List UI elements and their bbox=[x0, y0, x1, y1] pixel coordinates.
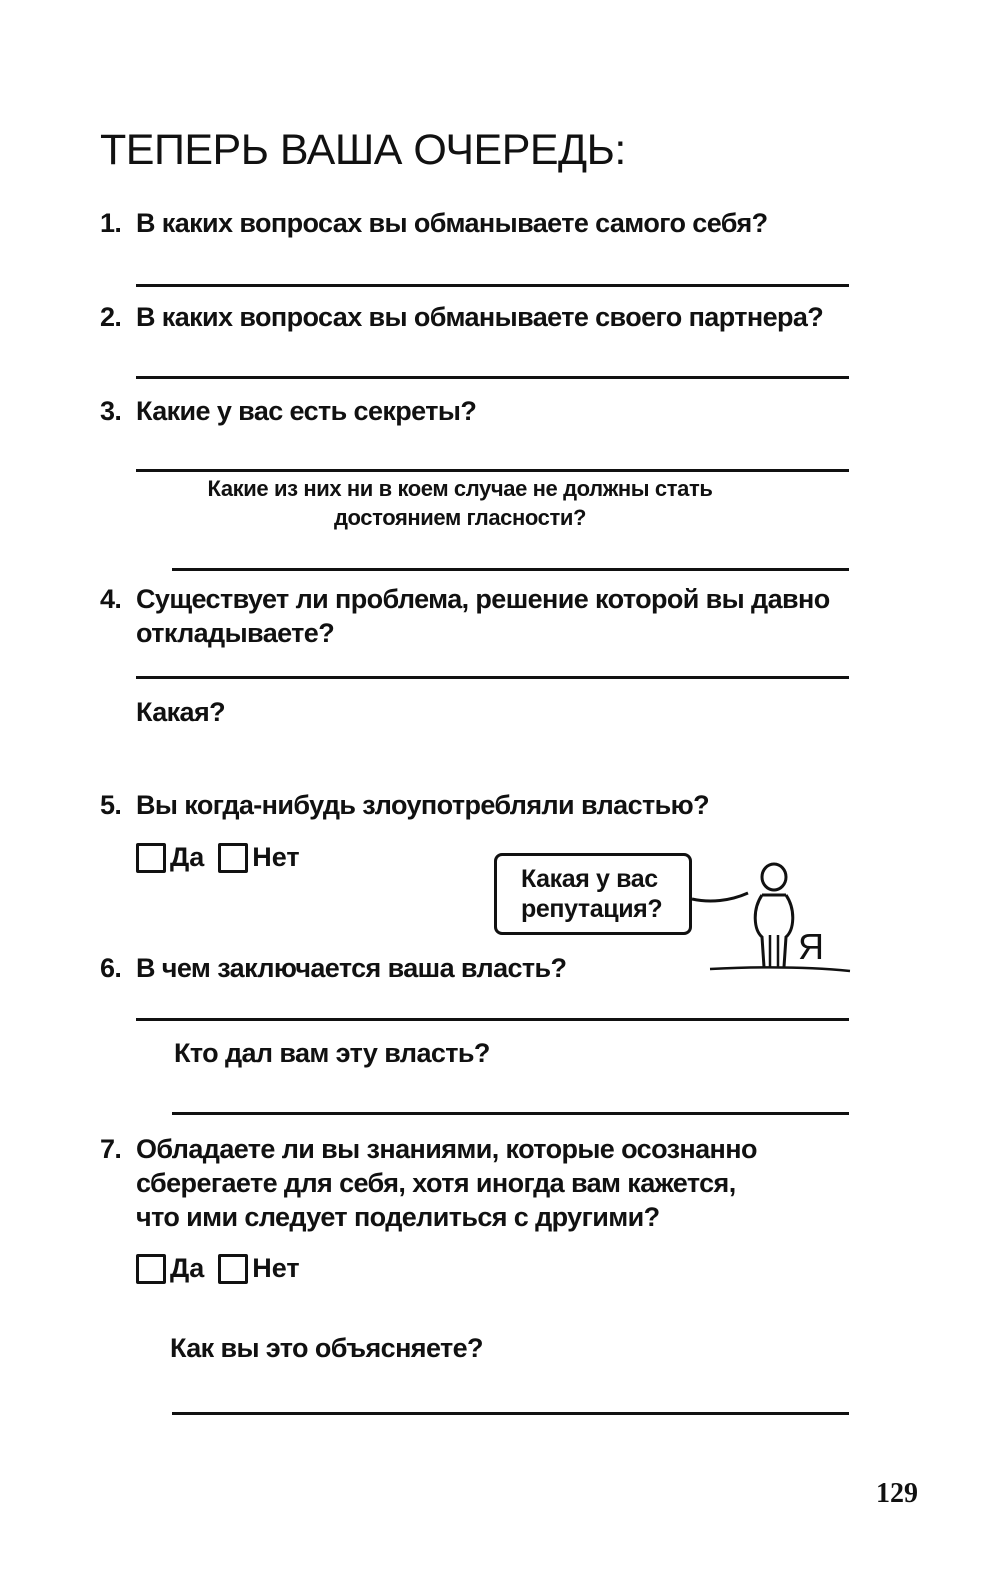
question-number: 1. bbox=[100, 208, 122, 238]
question-7-followup: Как вы это объясняете? bbox=[170, 1333, 483, 1363]
answer-line-6[interactable] bbox=[136, 1018, 849, 1021]
checkbox-no[interactable] bbox=[218, 843, 248, 873]
question-number: 7. bbox=[100, 1134, 122, 1164]
answer-line-3b[interactable] bbox=[172, 568, 849, 571]
question-5 bbox=[100, 788, 709, 822]
answer-line-6b[interactable] bbox=[172, 1112, 849, 1115]
checkbox-no[interactable] bbox=[218, 1254, 248, 1284]
answer-line-4[interactable] bbox=[136, 676, 849, 679]
option-yes-label: Да bbox=[170, 1253, 205, 1283]
question-1 bbox=[100, 206, 768, 240]
page-number: 129 bbox=[876, 1478, 918, 1509]
answer-line-1[interactable] bbox=[136, 284, 849, 287]
option-no-label: Нет bbox=[252, 1253, 300, 1283]
question-text: что ими следует поделиться с другими? bbox=[136, 1202, 660, 1232]
speech-bubble bbox=[494, 853, 692, 935]
question-6-followup: Кто дал вам эту власть? bbox=[174, 1038, 490, 1068]
question-number: 3. bbox=[100, 396, 122, 426]
answer-line-7[interactable] bbox=[172, 1412, 849, 1415]
question-3 bbox=[100, 394, 476, 428]
figure-label: Я bbox=[798, 926, 824, 967]
option-no[interactable] bbox=[218, 842, 299, 873]
option-yes[interactable] bbox=[136, 842, 204, 873]
question-text: Обладаете ли вы знаниями, которые осознанно bbox=[136, 1134, 757, 1164]
checkbox-yes[interactable] bbox=[136, 843, 166, 873]
question-5-options bbox=[136, 842, 314, 873]
question-4-followup: Какая? bbox=[136, 697, 226, 727]
person-figure-icon bbox=[690, 855, 855, 980]
page-title: ТЕПЕРЬ ВАША ОЧЕРЕДЬ: bbox=[100, 126, 626, 174]
question-4 bbox=[100, 582, 830, 650]
question-text: В каких вопросах вы обманываете самого себя? bbox=[136, 208, 768, 238]
option-no-label: Нет bbox=[252, 842, 300, 872]
answer-line-2[interactable] bbox=[136, 376, 849, 379]
question-text: Существует ли проблема, решение которой вы давно bbox=[136, 584, 830, 614]
question-text: сберегаете для себя, хотя иногда вам кажется, bbox=[136, 1168, 736, 1198]
answer-line-3[interactable] bbox=[136, 469, 849, 472]
question-3-followup bbox=[160, 474, 760, 532]
question-6 bbox=[100, 951, 566, 985]
question-text: Вы когда-нибудь злоупотребляли властью? bbox=[136, 790, 709, 820]
question-text: В чем заключается ваша власть? bbox=[136, 953, 567, 983]
question-text: откладываете? bbox=[136, 618, 335, 648]
bubble-line: Какая у вас bbox=[521, 865, 658, 893]
option-yes[interactable] bbox=[136, 1253, 204, 1284]
option-no[interactable] bbox=[218, 1253, 299, 1284]
question-7 bbox=[100, 1132, 757, 1234]
option-yes-label: Да bbox=[170, 842, 205, 872]
question-number: 4. bbox=[100, 584, 122, 614]
question-text: Какие у вас есть секреты? bbox=[136, 396, 477, 426]
question-number: 6. bbox=[100, 953, 122, 983]
question-7-options bbox=[136, 1253, 314, 1284]
bubble-line: репутация? bbox=[521, 895, 663, 923]
followup-line: достоянием гласности? bbox=[333, 505, 587, 530]
followup-line: Какие из них ни в коем случае не должны стать bbox=[207, 476, 713, 501]
question-number: 2. bbox=[100, 302, 122, 332]
checkbox-yes[interactable] bbox=[136, 1254, 166, 1284]
question-text: В каких вопросах вы обманываете своего партнера? bbox=[136, 302, 824, 332]
question-number: 5. bbox=[100, 790, 122, 820]
question-2 bbox=[100, 300, 823, 334]
